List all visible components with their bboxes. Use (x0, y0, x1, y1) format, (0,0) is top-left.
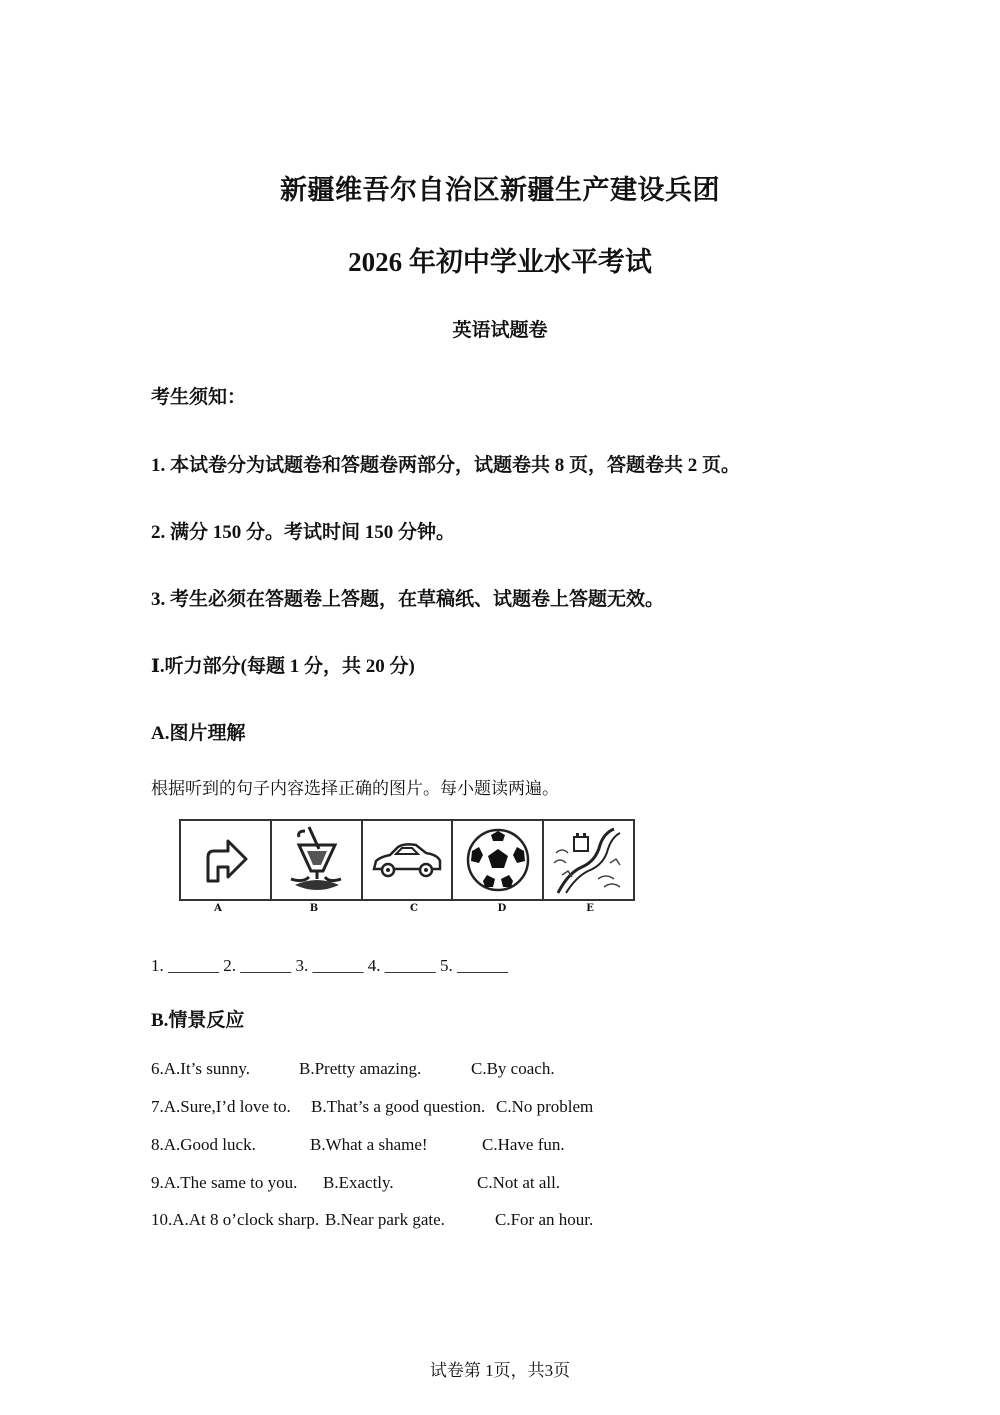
option-c: C.By coach. (471, 1059, 555, 1078)
option-b: B.What a shame! (310, 1135, 428, 1154)
option-c: C.For an hour. (495, 1210, 594, 1229)
notice-heading: 考生须知： (151, 387, 247, 408)
picture-label-c: C (410, 903, 418, 914)
option-a: 7.A.Sure,I’d love to. (151, 1097, 291, 1116)
notice-item: 3. 考生必须在答题卷上答题，在草稿纸、试题卷上答题无效。 (151, 589, 665, 610)
car-icon (366, 823, 448, 897)
picture-option-b (272, 821, 363, 899)
picture-label-e: E (586, 903, 594, 914)
page-number-footer: 试卷第 1页，共3页 (429, 1361, 571, 1380)
question-row (151, 1059, 751, 1081)
option-b: B.Pretty amazing. (299, 1059, 422, 1078)
exam-subtitle: 英语试题卷 (452, 320, 548, 341)
option-a: 10.A.At 8 o’clock sharp. (151, 1210, 320, 1229)
part-b-heading: B.情景反应 (151, 1010, 245, 1031)
option-a: 9.A.The same to you. (151, 1173, 298, 1192)
picture-options-strip (179, 819, 635, 901)
notice-item: 2. 满分 150 分。考试时间 150 分钟。 (151, 522, 456, 543)
exam-title-line2: 2026 年初中学业水平考试 (348, 247, 652, 277)
part-a-answer-blanks: 1. ______ 2. ______ 3. ______ 4. ______ 5. ______ (151, 956, 508, 975)
option-b: B.That’s a good question. (311, 1097, 486, 1116)
listening-section-heading: Ⅰ.听力部分(每题 1 分，共 20 分) (151, 656, 415, 677)
picture-option-a (181, 821, 272, 899)
picture-label-b: B (309, 903, 319, 914)
picture-option-c (363, 821, 454, 899)
option-c: C.No problem (496, 1097, 594, 1116)
part-a-instruction: 根据听到的句子内容选择正确的图片。每小题读两遍。 (151, 779, 559, 798)
option-b: B.Near park gate. (325, 1210, 445, 1229)
drink-cup-icon (275, 823, 357, 897)
question-row (151, 1173, 751, 1195)
picture-option-d (453, 821, 544, 899)
question-row (151, 1210, 751, 1232)
option-c: C.Have fun. (482, 1135, 565, 1154)
question-row (151, 1097, 751, 1119)
great-wall-icon (548, 823, 630, 897)
option-c: C.Not at all. (477, 1173, 561, 1192)
soccer-ball-icon (457, 823, 539, 897)
option-b: B.Exactly. (323, 1173, 394, 1192)
turn-right-arrow-icon (184, 823, 266, 897)
question-row (151, 1135, 751, 1157)
notice-item: 1. 本试卷分为试题卷和答题卷两部分，试题卷共 8 页，答题卷共 2 页。 (151, 455, 741, 476)
option-a: 8.A.Good luck. (151, 1135, 256, 1154)
picture-label-d: D (497, 903, 507, 914)
part-a-heading: A.图片理解 (151, 723, 246, 744)
picture-option-e (544, 821, 633, 899)
picture-label-a: A (214, 903, 222, 914)
exam-title-line1: 新疆维吾尔自治区新疆生产建设兵团 (280, 175, 720, 205)
option-a: 6.A.It’s sunny. (151, 1059, 251, 1078)
